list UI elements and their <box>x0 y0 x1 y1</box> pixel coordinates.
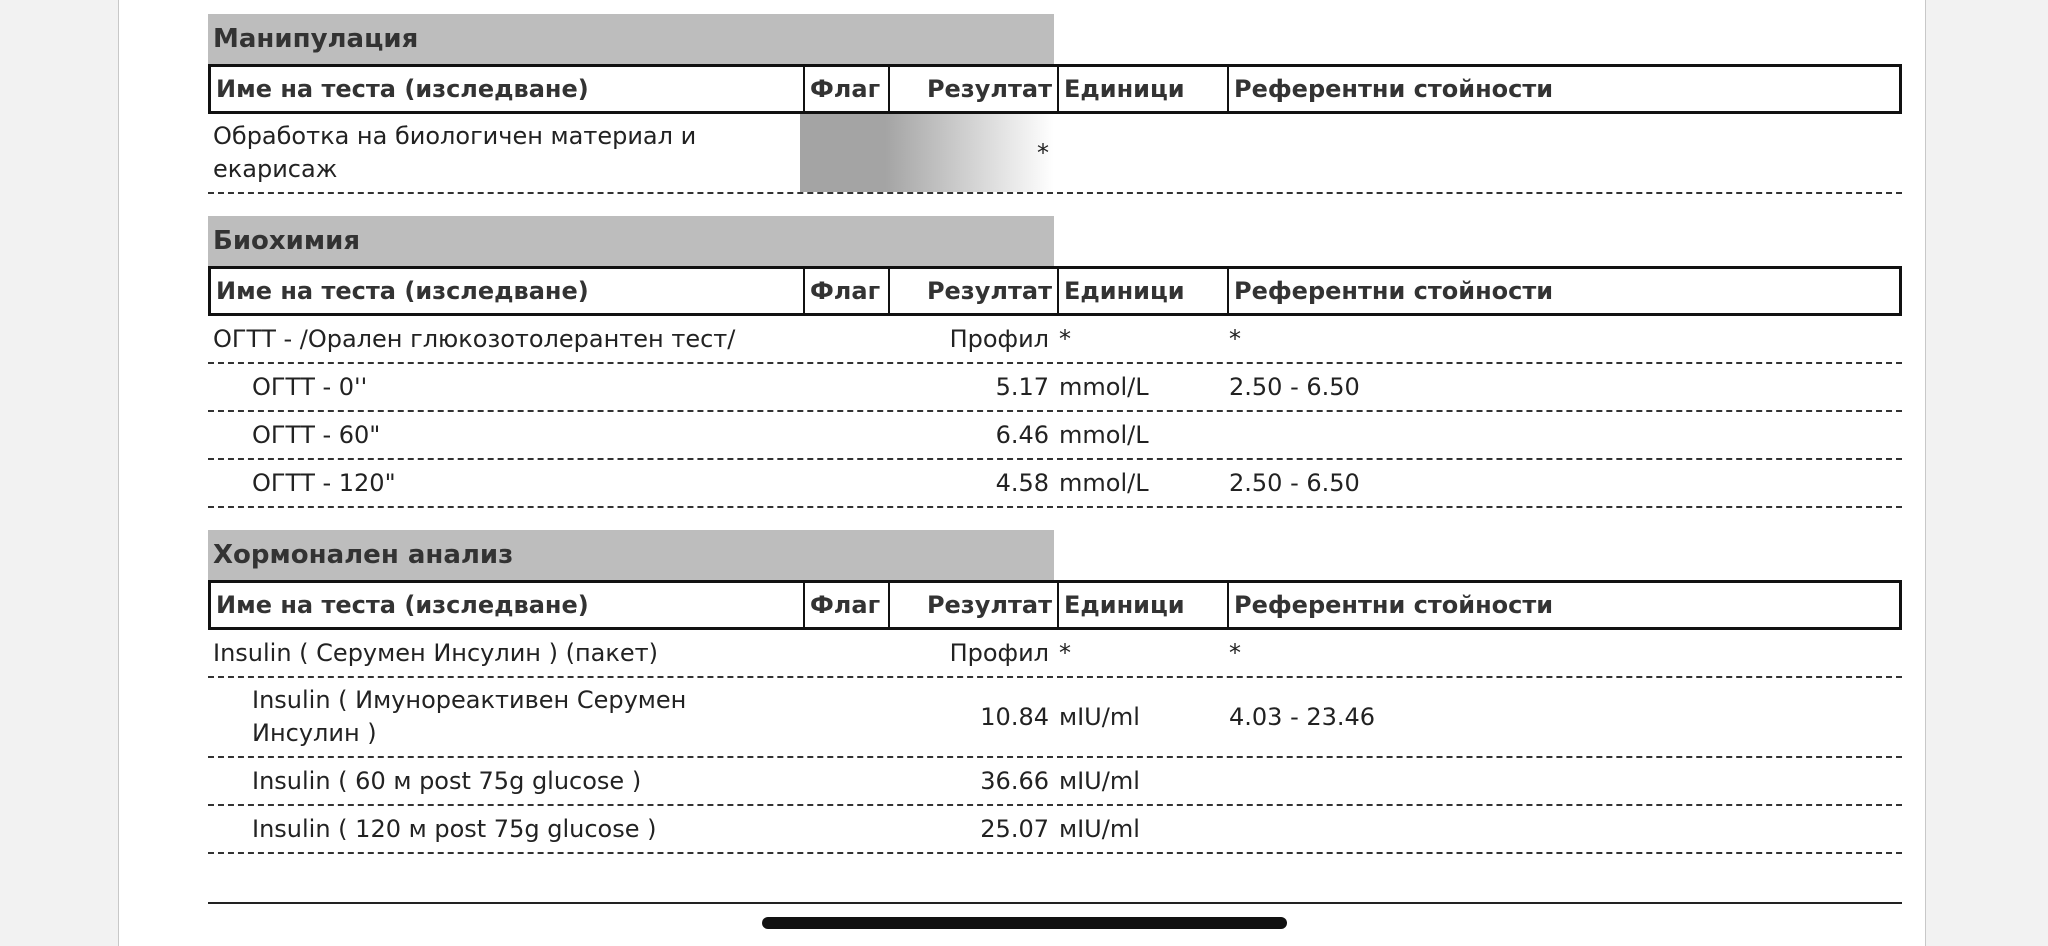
result-value: 4.58 <box>995 468 1049 497</box>
header-flag: Флаг <box>803 269 888 313</box>
section-title-hormonal: Хормонален анализ <box>208 530 1054 580</box>
reference-value: * <box>1229 324 1241 353</box>
section-hormonal <box>208 530 1902 854</box>
test-name: Insulin ( 120 м post 75g glucose ) <box>252 814 657 843</box>
test-name: Обработка на биологичен материал и екарисаж <box>213 122 697 183</box>
table-row <box>208 630 1902 678</box>
result-value: * <box>885 114 1054 192</box>
result-value: Профил <box>949 638 1049 667</box>
test-name: Insulin ( 60 м post 75g glucose ) <box>252 766 642 795</box>
header-reference: Референтни стойности <box>1227 67 1899 111</box>
header-test-name: Име на теста (изследване) <box>216 591 589 619</box>
flag-cell <box>800 114 885 192</box>
report-content <box>208 14 1902 876</box>
reference-value: 4.03 - 23.46 <box>1229 702 1376 731</box>
header-flag: Флаг <box>803 583 888 627</box>
table-row <box>208 758 1902 806</box>
test-name: ОГТТ - 120" <box>252 468 396 497</box>
header-units: Единици <box>1057 269 1227 313</box>
header-flag: Флаг <box>803 67 888 111</box>
table-row <box>208 316 1902 364</box>
units-value: мIU/ml <box>1059 702 1140 731</box>
units-value: mmol/L <box>1059 468 1149 497</box>
units-value: * <box>1059 638 1071 667</box>
result-value: 36.66 <box>980 766 1049 795</box>
table-row <box>208 364 1902 412</box>
test-name: Insulin ( Серумен Инсулин ) (пакет) <box>213 638 658 667</box>
section-biochemistry <box>208 216 1902 508</box>
reference-value: * <box>1229 638 1241 667</box>
table-header <box>208 580 1902 630</box>
header-reference: Референтни стойности <box>1227 583 1899 627</box>
table-row <box>208 678 1902 758</box>
units-value: mmol/L <box>1059 420 1149 449</box>
header-result: Резултат <box>888 269 1057 313</box>
result-value: 10.84 <box>980 702 1049 731</box>
table-header <box>208 64 1902 114</box>
header-result: Резултат <box>888 67 1057 111</box>
table-row <box>208 114 1902 194</box>
test-name: Insulin ( Имунореактивен Серумен Инсулин ) <box>252 686 687 747</box>
header-reference: Референтни стойности <box>1227 269 1899 313</box>
header-result: Резултат <box>888 583 1057 627</box>
units-value: * <box>1059 324 1071 353</box>
test-name: ОГТТ - 0'' <box>252 372 368 401</box>
header-units: Единици <box>1057 583 1227 627</box>
result-value: Профил <box>949 324 1049 353</box>
table-header <box>208 266 1902 316</box>
header-units: Единици <box>1057 67 1227 111</box>
table-row <box>208 806 1902 854</box>
units-value: мIU/ml <box>1059 766 1140 795</box>
section-title-manipulation: Манипулация <box>208 14 1054 64</box>
test-name: ОГТТ - /Орален глюкозотолерантен тест/ <box>213 324 736 353</box>
units-value: мIU/ml <box>1059 814 1140 843</box>
units-value: mmol/L <box>1059 372 1149 401</box>
reference-value: 2.50 - 6.50 <box>1229 372 1360 401</box>
result-value: 6.46 <box>995 420 1049 449</box>
table-row <box>208 412 1902 460</box>
result-value: 5.17 <box>995 372 1049 401</box>
test-name: ОГТТ - 60" <box>252 420 381 449</box>
home-indicator[interactable] <box>762 917 1287 929</box>
header-test-name: Име на теста (изследване) <box>216 277 589 305</box>
header-test-name: Име на теста (изследване) <box>216 75 589 103</box>
footer-divider <box>208 902 1902 904</box>
table-row <box>208 460 1902 508</box>
report-page <box>118 0 1926 946</box>
section-manipulation <box>208 14 1902 194</box>
reference-value: 2.50 - 6.50 <box>1229 468 1360 497</box>
result-value: 25.07 <box>980 814 1049 843</box>
section-title-biochemistry: Биохимия <box>208 216 1054 266</box>
